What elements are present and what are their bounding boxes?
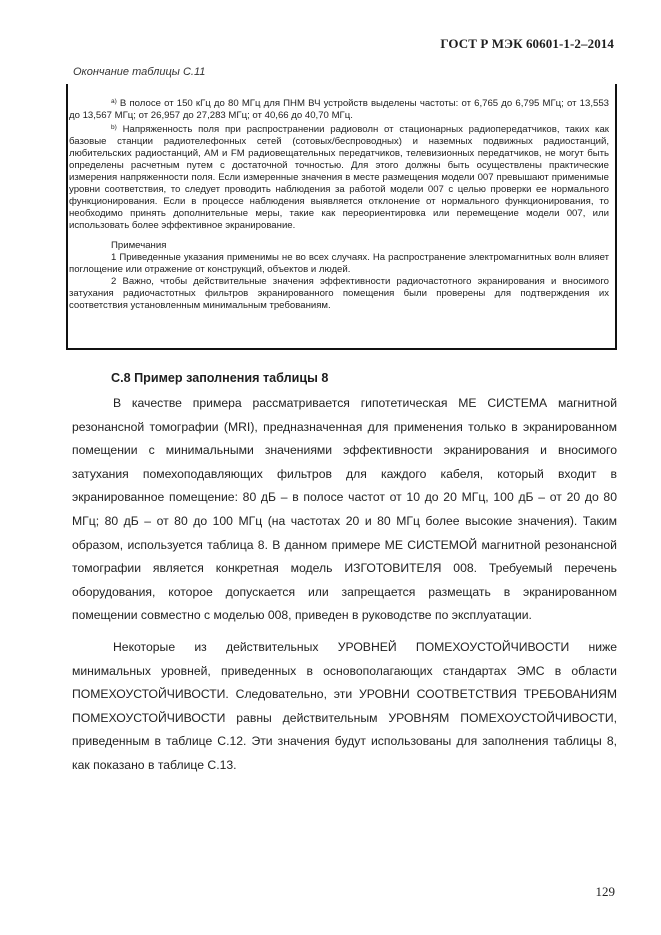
footnote-b-text: Напряженность поля при распространении радиоволн от стационарных радиопередатчиков, таких как базовые станции радиотелефонных сетей (сотовых/беспроводных) и наземных подвижных радиостанций, любительских радиостанций, АМ и FM радиовещательных передатчиков, телевизионных передатчиков, не могут быть определены расчетным путем с достаточной точностью. Для этого должны быть осуществлены практические измерения напряженности поля. Если измеренные значения в месте размещения модели 007 превышают применимые уровни соответствия, то следует проводить наблюдения за работой модели 007 с целью проверки ее нормального функционирования. Если в процессе наблюдения выявляется отклонение от нормального функционирования, то необходимо принять дополнительные меры, такие как переориентировка или перемещение модели 007, или использовать более эффективное экранирование. (69, 124, 609, 232)
footnote-b (69, 122, 609, 232)
table-footnotes (69, 96, 609, 312)
section-title: С.8 Пример заполнения таблицы 8 (111, 371, 329, 385)
body-paragraph-1: В качестве примера рассматривается гипотетическая МЕ СИСТЕМА магнитной резонансной томографии (MRI), предназначенная для применения только в экранированном помещении с минимальными значениями эффективности экранирования и вносимого затухания помехоподавляющих фильтров для каждого кабеля, который входит в экранированное помещение: 80 дБ – в полосе частот от 10 до 20 МГц, 100 дБ – от 20 до 80 МГц; 80 дБ – от 80 до 100 МГц (на частотах 20 и 80 МГц более высокие значения). Таким образом, используется таблица 8. В данном примере МЕ СИСТЕМОЙ магнитной резонансной томографии является конкретная модель ИЗГОТОВИТЕЛЯ 008. Требуемый перечень оборудования, которое допускается или запрещается размещать в экранированном помещении совместно с моделью 008, приведен в руководстве по эксплуатации. (72, 396, 617, 623)
section-body (72, 392, 617, 778)
note-2: 2 Важно, чтобы действительные значения эффективности радиочастотного экранирования и вносимого затухания радиочастотных фильтров экранированного помещения были проверены для подтверждения их соответствия установленным минимальным требованиям. (69, 275, 609, 311)
standard-header: ГОСТ Р МЭК 60601-1-2–2014 (440, 36, 614, 51)
table-continuation-caption: Окончание таблицы С.11 (73, 66, 206, 78)
footnote-a (69, 96, 609, 122)
footnote-b-marker: b) (111, 124, 117, 132)
footnote-a-marker: а) (111, 98, 117, 105)
page-number: 129 (595, 884, 615, 899)
footnote-a-text: В полосе от 150 кГц до 80 МГц для ПНМ ВЧ устройств выделены частоты: от 6,765 до 6,795 МГц; от 13,553 до 13,567 МГц; от 26,957 до 27,283 МГц; от 40,66 до 40,70 МГц. (69, 98, 609, 122)
notes-title: Примечания (111, 239, 167, 251)
note-1: 1 Приведенные указания применимы не во всех случаях. На распространение электромагнитных волн влияет поглощение или отражение от конструкций, объектов и людей. (69, 251, 609, 275)
body-paragraph-2: Некоторые из действительных УРОВНЕЙ ПОМЕХОУСТОЙЧИВОСТИ ниже минимальных уровней, приведенных в основополагающих стандартах ЭМС в области ПОМЕХОУСТОЙЧИВОСТИ. Следовательно, эти УРОВНИ СООТВЕТСТВИЯ ТРЕБОВАНИЯМ ПОМЕХОУСТОЙЧИВОСТИ равны действительным УРОВНЯМ ПОМЕХОУСТОЙЧИВОСТИ, приведенным в таблице С.12. Эти значения будут использованы для заполнения таблицы 8, как показано в таблице С.13. (72, 639, 617, 772)
